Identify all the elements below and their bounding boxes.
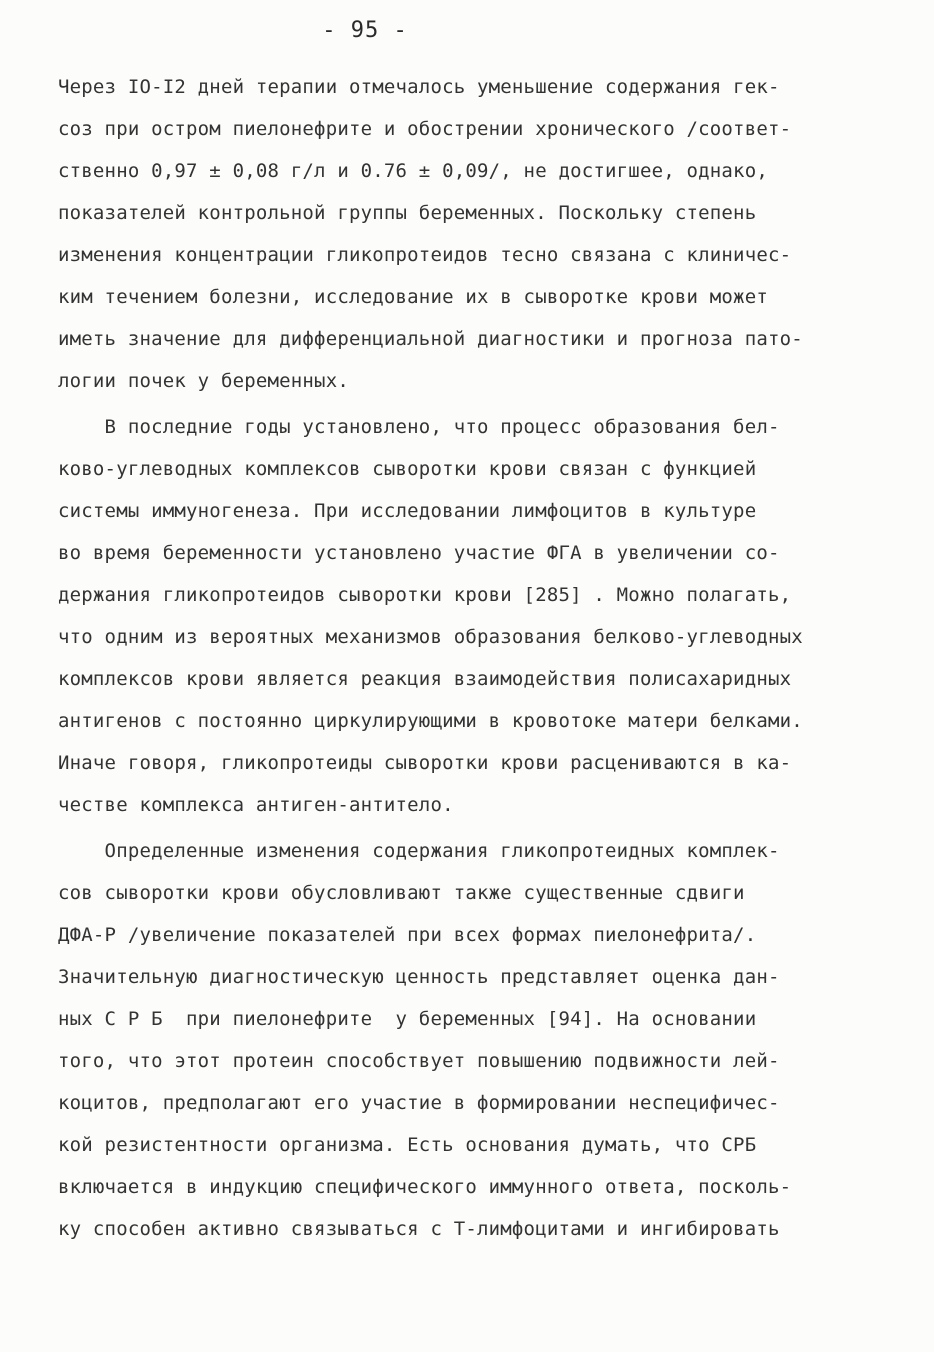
text-line: логии почек у беременных.	[58, 370, 349, 392]
text-line: того, что этот протеин способствует повышению подвижности лей-	[58, 1050, 780, 1072]
text-line: ку способен активно связываться с Т-лимфоцитами и ингибировать	[58, 1218, 780, 1240]
text-line: В последние годы установлено, что процесс образования бел-	[58, 416, 780, 438]
text-line: показателей контрольной группы беременных. Поскольку степень	[58, 202, 757, 224]
text-line: Значительную диагностическую ценность представляет оценка дан-	[58, 966, 780, 988]
text-line: соз при остром пиелонефрите и обострении хронического /соответ-	[58, 118, 792, 140]
text-line: коцитов, предполагают его участие в формировании неспецифичес-	[58, 1092, 780, 1114]
text-line: системы иммуногенеза. При исследовании лимфоцитов в культуре	[58, 500, 757, 522]
text-line: комплексов крови является реакция взаимодействия полисахаридных	[58, 668, 792, 690]
text-line: ким течением болезни, исследование их в сыворотке крови может	[58, 286, 768, 308]
text-line: изменения концентрации гликопротеидов тесно связана с клиничес-	[58, 244, 792, 266]
text-line: ных С Р Б при пиелонефрите у беременных [94]. На основании	[58, 1008, 757, 1030]
text-line: ДФА-Р /увеличение показателей при всех формах пиелонефрита/.	[58, 924, 757, 946]
text-line: что одним из вероятных механизмов образования белково-углеводных	[58, 626, 803, 648]
text-line: Определенные изменения содержания гликопротеидных комплек-	[58, 840, 780, 862]
text-line: антигенов с постоянно циркулирующими в кровотоке матери белками.	[58, 710, 803, 732]
text-line: ково-углеводных комплексов сыворотки крови связан с функцией	[58, 458, 757, 480]
text-line: иметь значение для дифференциальной диагностики и прогноза пато-	[58, 328, 803, 350]
text-line: честве комплекса антиген-антитело.	[58, 794, 454, 816]
page-number: - 95 -	[322, 18, 408, 43]
text-line: сов сыворотки крови обусловливают также существенные сдвиги	[58, 882, 745, 904]
text-line: во время беременности установлено участие ФГА в увеличении со-	[58, 542, 780, 564]
text-line: включается в индукцию специфического иммунного ответа, посколь-	[58, 1176, 792, 1198]
text-line: Через IO-I2 дней терапии отмечалось уменьшение содержания гек-	[58, 76, 780, 98]
text-line: держания гликопротеидов сыворотки крови [285] . Можно полагать,	[58, 584, 792, 606]
text-line: ственно 0,97 ± 0,08 г/л и 0.76 ± 0,09/, не достигшее, однако,	[58, 160, 768, 182]
text-line: Иначе говоря, гликопротеиды сыворотки крови расцениваются в ка-	[58, 752, 792, 774]
text-line: кой резистентности организма. Есть основания думать, что СРБ	[58, 1134, 757, 1156]
